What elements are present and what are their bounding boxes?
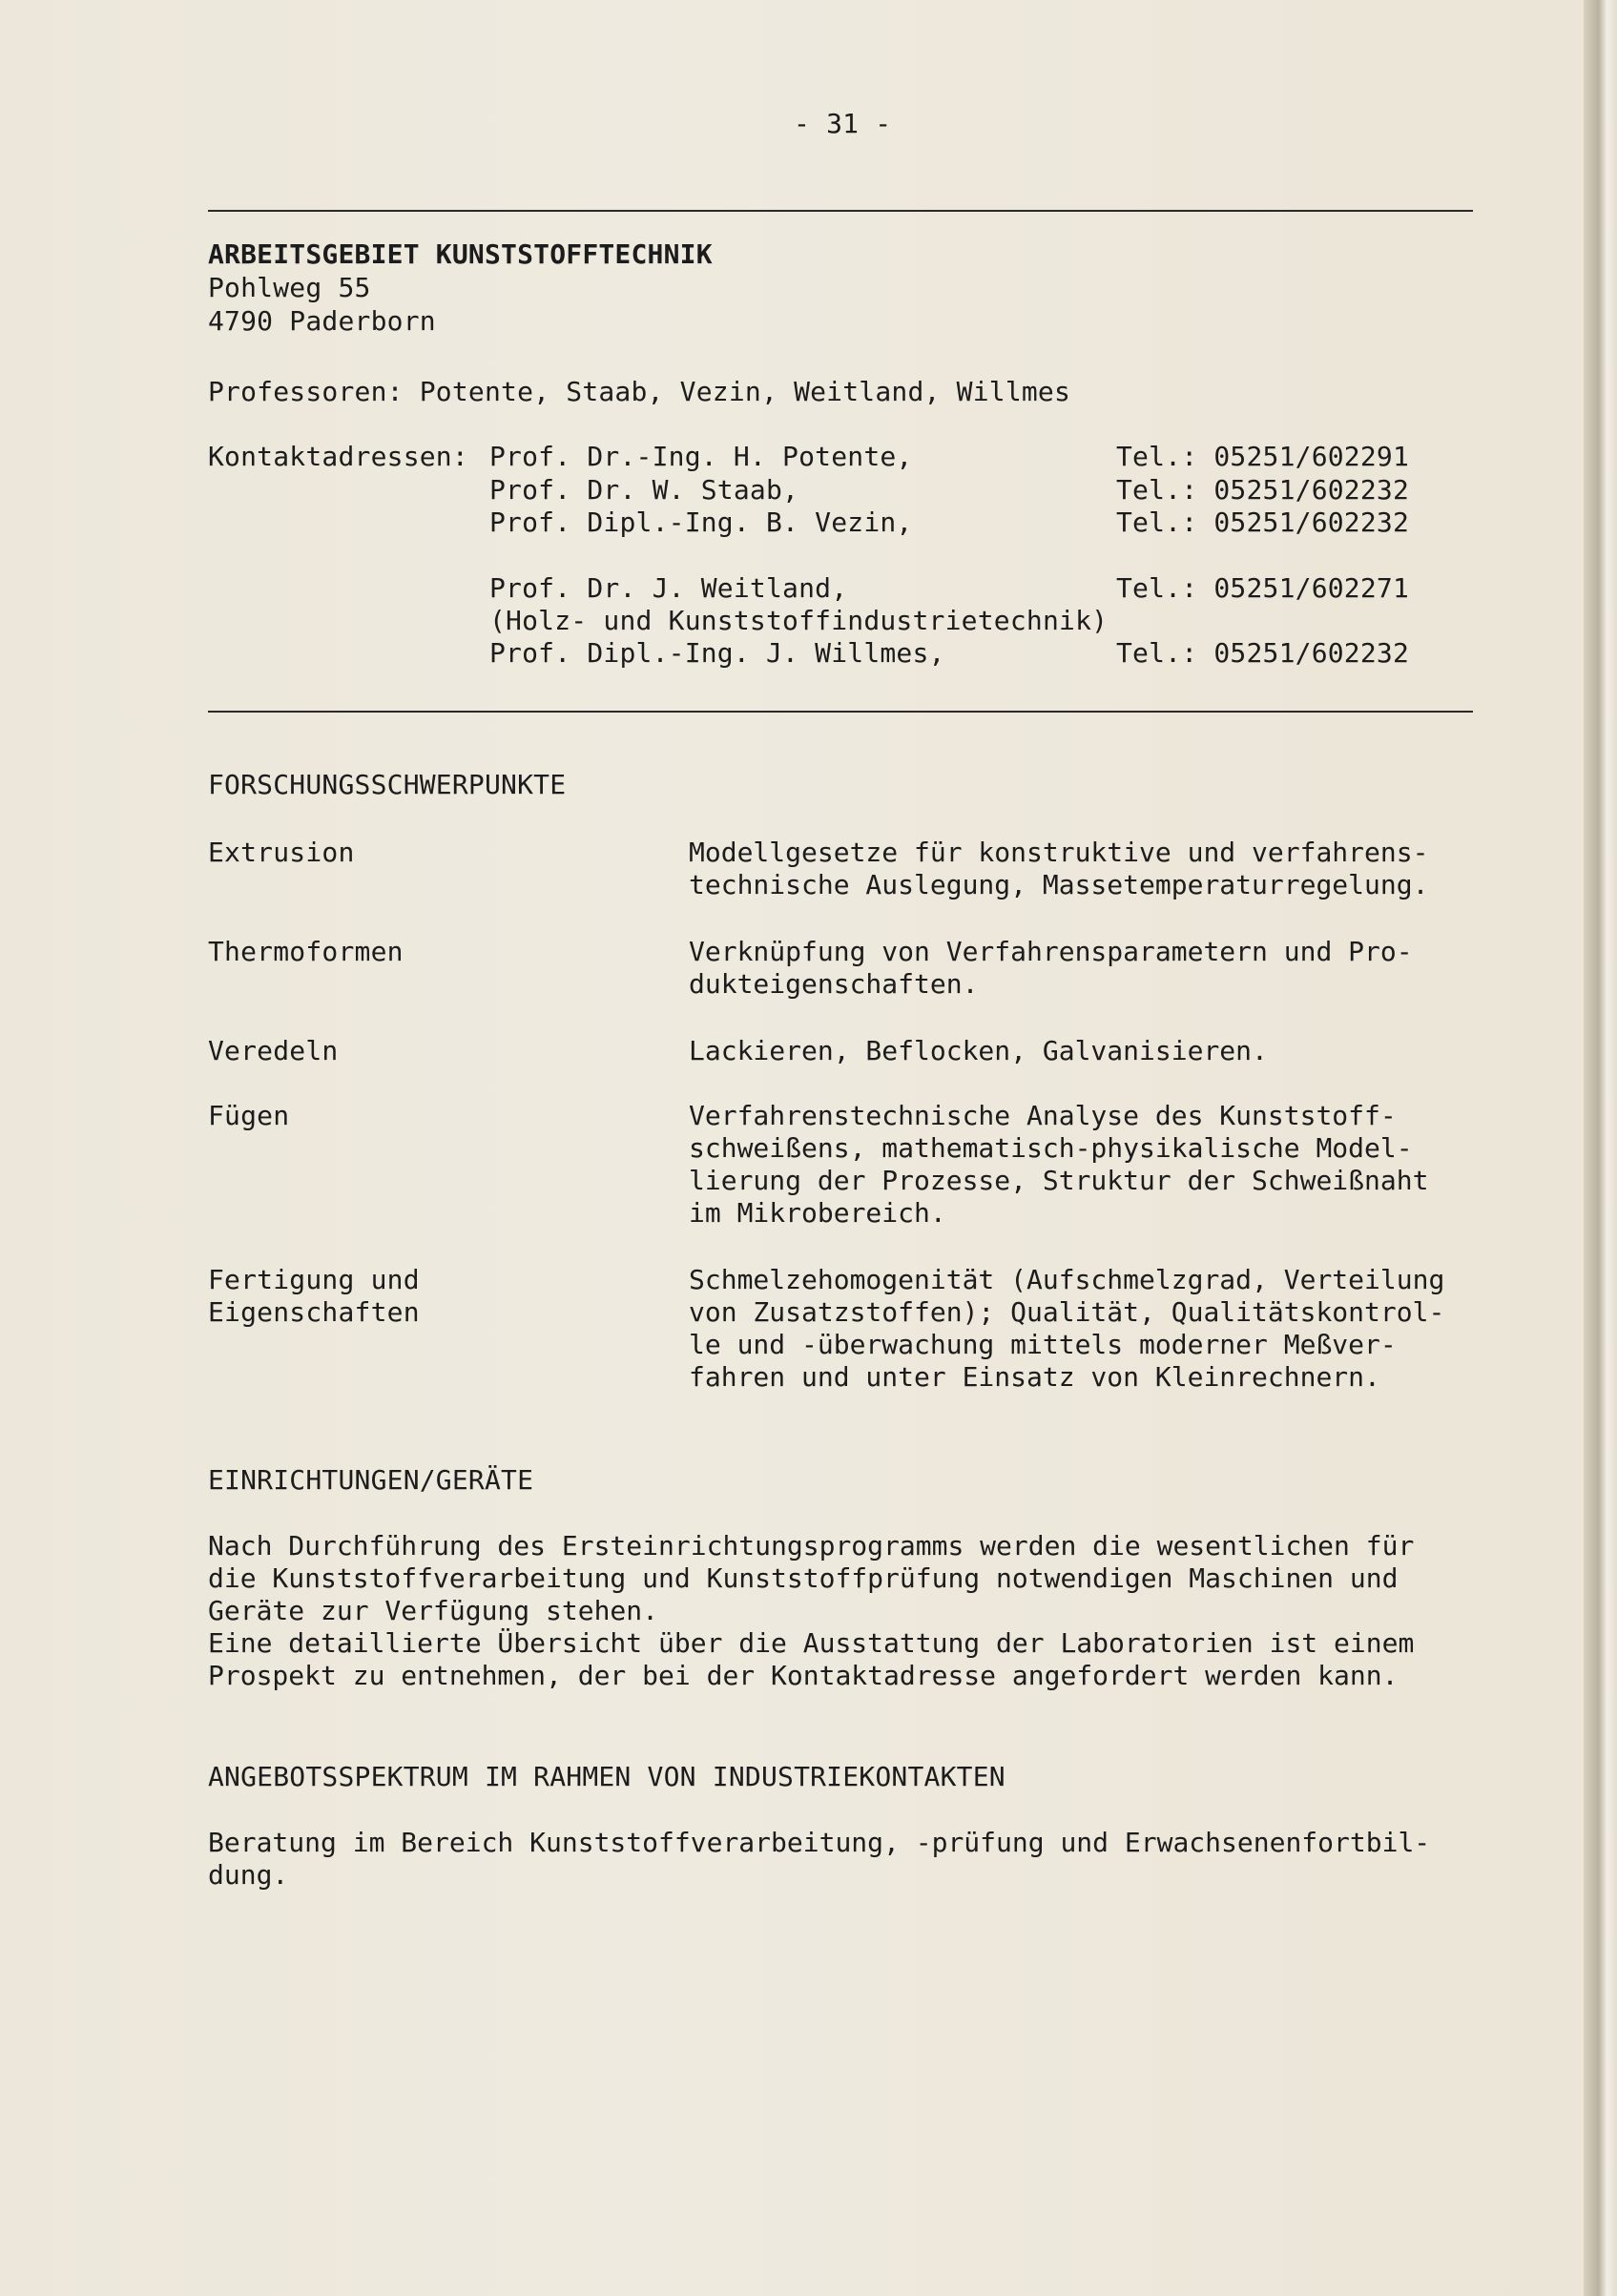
research-topic: Fügen [208, 1100, 290, 1131]
research-topic: Veredeln [208, 1035, 339, 1066]
research-topic: Eigenschaften [208, 1296, 420, 1328]
institute-title: ARBEITSGEBIET KUNSTSTOFFTECHNIK [208, 238, 713, 270]
research-description: Modellgesetze für konstruktive und verfahrens- technische Auslegung, Massetemperaturregelung. [689, 837, 1429, 900]
contact-tel: Tel.: 05251/602291 [1116, 441, 1410, 472]
research-topic: Extrusion [208, 837, 355, 868]
research-description: Verknüpfung von Verfahrensparametern und Pro- dukteigenschaften. [689, 936, 1413, 1000]
research-description: Verfahrenstechnische Analyse des Kunststoff- schweißens, mathematisch-physikalische Model- lierung der Prozesse, Struktur der Schweißnaht im Mikrobereich. [689, 1100, 1429, 1229]
contact-name: Prof. Dipl.-Ing. B. Vezin, [489, 507, 913, 538]
contact-tel: Tel.: 05251/602232 [1116, 474, 1410, 506]
contact-tel: Tel.: 05251/602232 [1116, 507, 1410, 538]
equipment-heading: EINRICHTUNGEN/GERÄTE [208, 1464, 534, 1496]
contact-name: Prof. Dr.-Ing. H. Potente, [489, 441, 913, 472]
research-topic: Thermoformen [208, 936, 404, 967]
research-description: Schmelzehomogenität (Aufschmelzgrad, Verteilung von Zusatzstoffen); Qualität, Qualitätskontrol- le und -überwachung mittels moderner Meßver- fahren und unter Einsatz von Kleinrechnern. [689, 1264, 1445, 1393]
contacts-rule [208, 711, 1473, 713]
page-number: - 31 - [794, 108, 892, 139]
research-heading: FORSCHUNGSSCHWERPUNKTE [208, 769, 567, 800]
address-street: Pohlweg 55 [208, 272, 371, 303]
address-city: 4790 Paderborn [208, 305, 436, 337]
research-topic: Fertigung und [208, 1264, 420, 1295]
equipment-paragraph: Nach Durchführung des Ersteinrichtungsprogramms werden die wesentlichen für die Kunststoffverarbeitung und Kunststoffprüfung notwendigen Maschinen und Geräte zur Verfügung stehen. Eine detaillierte Übersicht über die Ausstattung der Laboratorien ist einem Prospekt zu entnehmen, der bei der Kontaktadresse angefordert werden kann. [208, 1530, 1415, 1691]
contact-tel: Tel.: 05251/602232 [1116, 637, 1410, 669]
offer-heading: ANGEBOTSSPEKTRUM IM RAHMEN VON INDUSTRIEKONTAKTEN [208, 1761, 1005, 1792]
professors-line: Professoren: Potente, Staab, Vezin, Weitland, Willmes [208, 376, 1071, 407]
research-description: Lackieren, Beflocken, Galvanisieren. [689, 1035, 1268, 1066]
contacts-label: Kontaktadressen: [208, 441, 468, 472]
top-rule [208, 210, 1473, 212]
offer-paragraph: Beratung im Bereich Kunststoffverarbeitung, -prüfung und Erwachsenenfortbil- dung. [208, 1827, 1431, 1891]
contact-affiliation: (Holz- und Kunststoffindustrietechnik) [489, 605, 1109, 636]
contact-name: Prof. Dipl.-Ing. J. Willmes, [489, 637, 945, 669]
contact-name: Prof. Dr. J. Weitland, [489, 572, 848, 604]
contact-name: Prof. Dr. W. Staab, [489, 474, 799, 506]
contact-tel: Tel.: 05251/602271 [1116, 572, 1410, 604]
page-binding-edge [1584, 0, 1617, 2296]
